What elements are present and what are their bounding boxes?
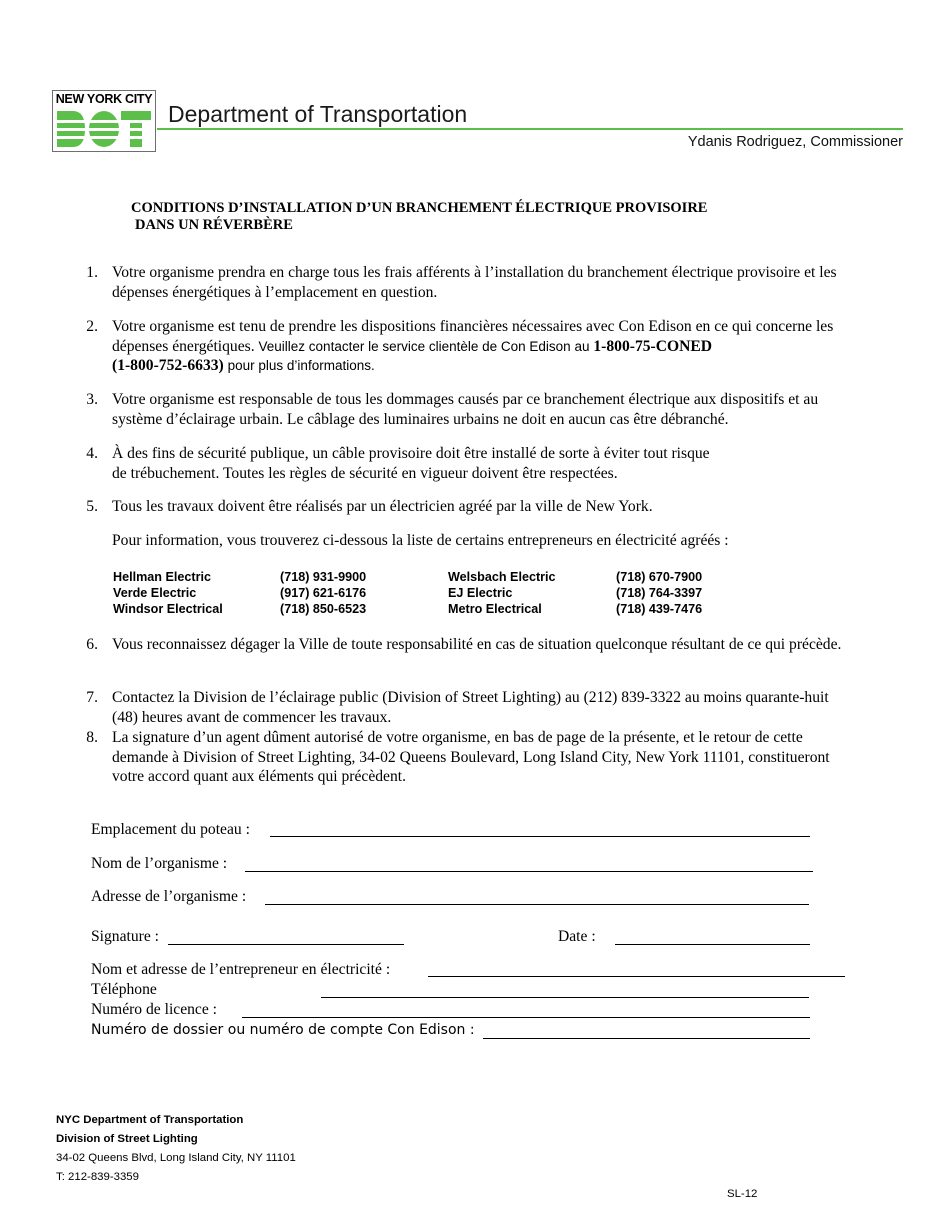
contractor-phone: (718) 850-6523 [280,602,367,616]
signature-field[interactable] [168,944,404,945]
contractor-name: Hellman Electric [113,570,211,584]
footer-org: NYC Department of Transportation [56,1114,244,1126]
license-label: Numéro de licence : [91,1001,217,1018]
pole-location-field[interactable] [270,836,810,837]
contractor-name: Windsor Electrical [113,602,223,616]
condition-text: Contactez la Division de l’éclairage public (Division of Street Lighting) au (212) 839-3322 au moins quarante-huit (48) heures avant de commencer les travaux. [112,689,829,726]
title-line-1: CONDITIONS D’INSTALLATION D’UN BRANCHEMENT ÉLECTRIQUE PROVISOIRE [131,200,708,216]
condition-item-3: 3. Votre organisme est responsable de tous les dommages causés par ce branchement électrique aux dispositifs et au système d’éclairage urbain. Le câblage des luminaires urbains ne doit en aucun cas être débranché. [82,390,842,429]
condition-item-5: 5. Tous les travaux doivent être réalisés par un électricien agréé par la ville de New York. [82,497,842,517]
signature-label: Signature : [91,928,159,945]
condition-text: À des fins de sécurité publique, un câble provisoire doit être installé de sorte à éviter tout risque de trébuchement. Toutes les règles de sécurité en vigueur doivent être respectées. [112,445,710,482]
contractor-name: Welsbach Electric [448,570,556,584]
org-address-field[interactable] [265,904,809,905]
condition-text: Vous reconnaissez dégager la Ville de toute responsabilité en cas de situation quelconque résultant de ce qui précède. [112,636,842,653]
license-field[interactable] [242,1017,810,1018]
condition-item-2: 2. Votre organisme est tenu de prendre les dispositions financières nécessaires avec Con Edison en ce qui concerne les dépenses énergétiques. Veuillez contacter le service clientèle de Con Edison au 1-800-75-CONED (1-800-752-6633) pour plus d’informations. [82,317,842,376]
logo-text: NEW YORK CITY [55,92,153,106]
form-code: SL-12 [727,1188,758,1200]
contractors-intro: Pour information, vous trouverez ci-dessous la liste de certains entrepreneurs en électricité agréés : [112,532,729,549]
contractor-name: EJ Electric [448,586,513,600]
commissioner-name: Ydanis Rodriguez, Commissioner [687,134,903,150]
coned-account-field[interactable] [483,1038,810,1039]
contractor-phone: (718) 931-9900 [280,570,367,584]
condition-text: La signature d’un agent dûment autorisé de votre organisme, en bas de page de la présente, et le retour de cette demande à Division of Street Lighting, 34-02 Queens Boulevard, Long Island City, New York 11101, constitueront votre accord quant aux éléments qui précèdent. [112,729,830,785]
condition-text: Votre organisme prendra en charge tous les frais afférents à l’installation du branchement électrique provisoire et les dépenses énergétiques à l’emplacement en question. [112,264,837,301]
footer-phone: T: 212-839-3359 [56,1171,139,1183]
nyc-dot-logo [52,90,156,152]
contractor-label: Nom et adresse de l’entrepreneur en électricité : [91,961,391,978]
org-address-label: Adresse de l’organisme : [91,888,247,905]
footer-division: Division of Street Lighting [56,1133,198,1145]
department-title: Department of Transportation [168,101,468,127]
org-name-field[interactable] [245,871,813,872]
condition-item-4: 4. À des fins de sécurité publique, un câble provisoire doit être installé de sorte à éviter tout risque de trébuchement. Toutes les règles de sécurité en vigueur doivent être respectées. [82,444,842,483]
document-title [131,200,707,234]
pole-location-label: Emplacement du poteau : [91,821,250,838]
contractor-phone: (718) 670-7900 [616,570,703,584]
condition-text: Tous les travaux doivent être réalisés par un électricien agréé par la ville de New York. [112,498,653,515]
condition-item-1: 1. Votre organisme prendra en charge tous les frais afférents à l’installation du branchement électrique provisoire et les dépenses énergétiques à l’emplacement en question. [82,263,842,302]
date-field[interactable] [615,944,810,945]
dot-logo-icon [55,109,153,149]
condition-text: Votre organisme est tenu de prendre les dispositions financières nécessaires avec Con Edison en ce qui concerne les dépenses énergétiques. Veuillez contacter le service clientèle de Con Edison au 1-800-75-CONED (1-800-752-6633) pour plus d’informations. [112,318,834,374]
footer-address: 34-02 Queens Blvd, Long Island City, NY 11101 [56,1152,296,1164]
org-name-label: Nom de l’organisme : [91,855,228,872]
contractor-name: Verde Electric [113,586,197,600]
condition-item-6: 6. Vous reconnaissez dégager la Ville de toute responsabilité en cas de situation quelconque résultant de ce qui précède. [86,636,842,653]
contractor-phone: (718) 764-3397 [616,586,703,600]
contractor-field[interactable] [428,976,845,977]
contractor-phone: (917) 621-6176 [280,586,367,600]
date-label: Date : [558,928,596,945]
telephone-field[interactable] [321,997,809,998]
header-divider [157,128,903,130]
telephone-label: Téléphone [91,981,157,998]
condition-item-8: 8. La signature d’un agent dûment autorisé de votre organisme, en bas de page de la présente, et le retour de cette demande à Division of Street Lighting, 34-02 Queens Boulevard, Long Island City, New York 11101, constitueront votre accord quant aux éléments qui précèdent. [82,728,842,787]
title-line-2: DANS UN RÉVERBÈRE [135,217,293,233]
coned-account-label: Numéro de dossier ou numéro de compte Con Edison : [91,1022,475,1038]
contractor-phone: (718) 439-7476 [616,602,703,616]
condition-text: Votre organisme est responsable de tous les dommages causés par ce branchement électrique aux dispositifs et au système d’éclairage urbain. Le câblage des luminaires urbains ne doit en aucun cas être débranché. [112,391,819,428]
contractor-name: Metro Electrical [448,602,542,616]
condition-item-7: 7. Contactez la Division de l’éclairage public (Division of Street Lighting) au (212) 839-3322 au moins quarante-huit (48) heures avant de commencer les travaux. [82,688,842,727]
